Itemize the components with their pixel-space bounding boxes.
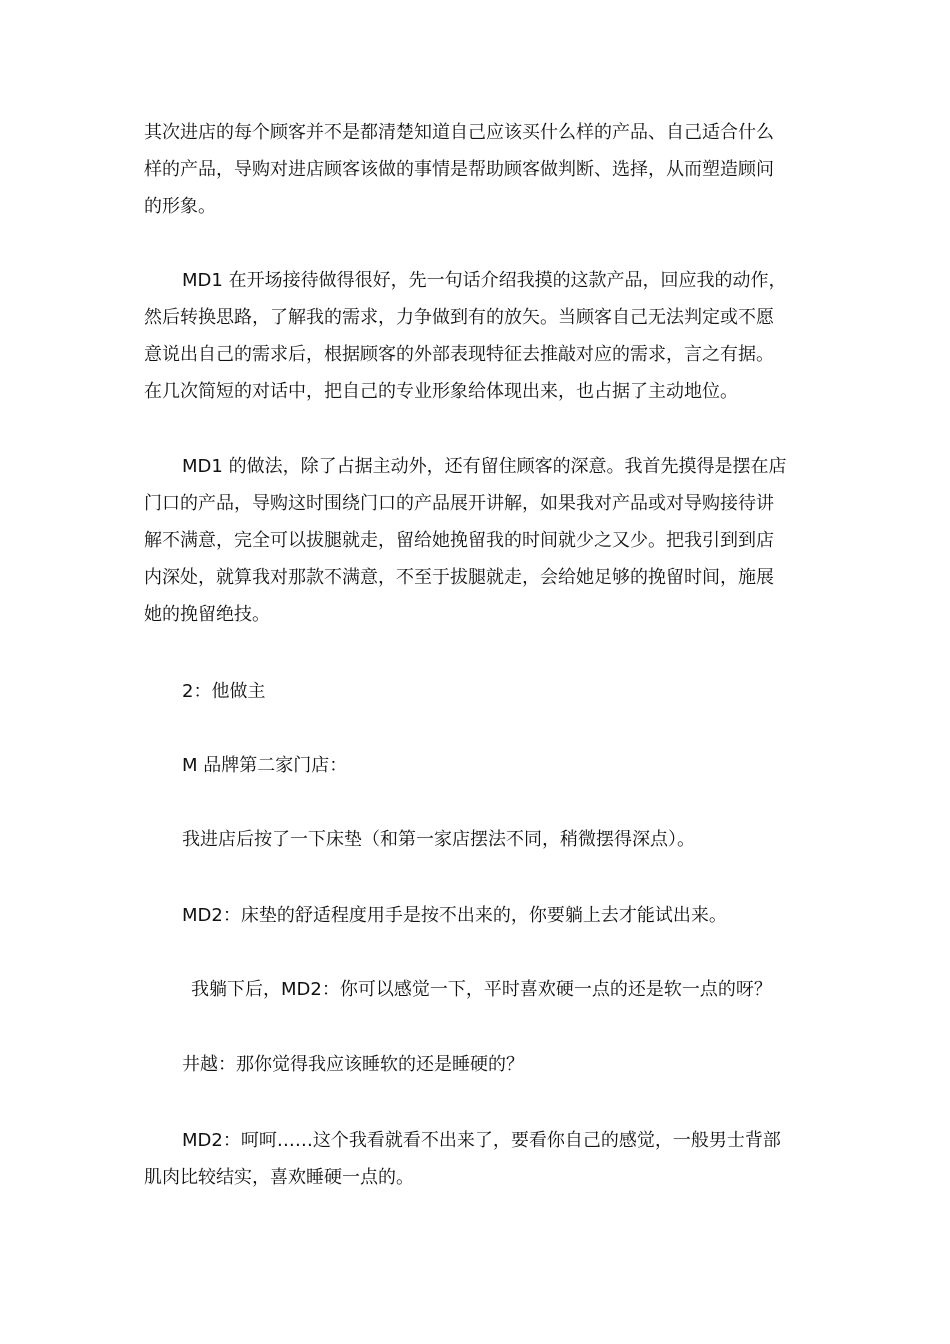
paragraph-line: MD1 的做法，除了占据主动外，还有留住顾客的深意。我首先摸得是摆在店 — [182, 456, 787, 477]
paragraph-line: MD1 在开场接待做得很好，先一句话介绍我摸的这款产品，回应我的动作， — [182, 270, 787, 291]
paragraph-line: 肌肉比较结实，喜欢睡硬一点的。 — [144, 1167, 414, 1188]
section-heading: 2：他做主 — [182, 681, 266, 702]
store-line: M 品牌第二家门店： — [182, 755, 348, 776]
paragraph-line: 意说出自己的需求后，根据顾客的外部表现特征去推敲对应的需求，言之有据。 — [144, 344, 774, 365]
paragraph-line: 其次进店的每个顾客并不是都清楚知道自己应该买什么样的产品、自己适合什么 — [144, 122, 774, 143]
paragraph-line: 她的挽留绝技。 — [144, 604, 270, 625]
paragraph-line: 解不满意，完全可以拔腿就走，留给她挽留我的时间就少之又少。把我引到到店 — [144, 530, 774, 551]
paragraph-line: 然后转换思路，了解我的需求，力争做到有的放矢。当顾客自己无法判定或不愿 — [144, 307, 774, 328]
dialogue-line: 我躺下后，MD2：你可以感觉一下，平时喜欢硬一点的还是软一点的呀？ — [191, 979, 772, 1000]
dialogue-line: 井越：那你觉得我应该睡软的还是睡硬的？ — [182, 1054, 524, 1075]
dialogue-line: MD2：床垫的舒适程度用手是按不出来的，你要躺上去才能试出来。 — [182, 905, 727, 926]
paragraph-line: MD2：呵呵……这个我看就看不出来了，要看你自己的感觉，一般男士背部 — [182, 1130, 781, 1151]
paragraph-line: 内深处，就算我对那款不满意，不至于拔腿就走，会给她足够的挽留时间，施展 — [144, 567, 774, 588]
paragraph-line: 样的产品，导购对进店顾客该做的事情是帮助顾客做判断、选择，从而塑造顾问 — [144, 159, 774, 180]
paragraph-line: 的形象。 — [144, 196, 216, 217]
paragraph-line: 门口的产品，导购这时围绕门口的产品展开讲解，如果我对产品或对导购接待讲 — [144, 493, 774, 514]
paragraph-line: 在几次简短的对话中，把自己的专业形象给体现出来，也占据了主动地位。 — [144, 381, 738, 402]
dialogue-line: 我进店后按了一下床垫（和第一家店摆法不同，稍微摆得深点）。 — [182, 829, 695, 850]
